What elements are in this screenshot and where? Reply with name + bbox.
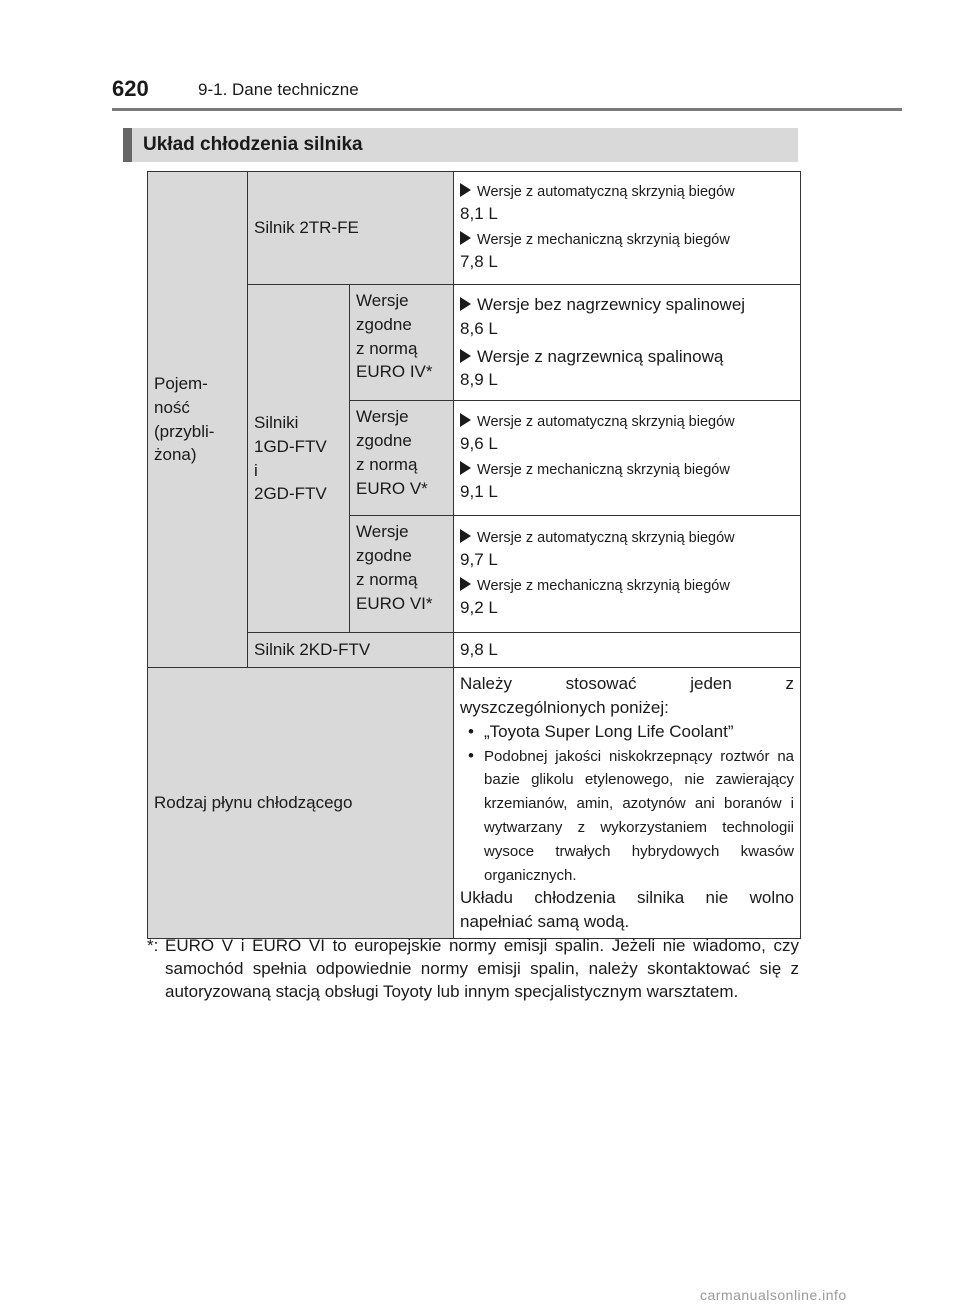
euro5-options <box>454 401 801 516</box>
header-rule <box>112 108 902 111</box>
coolant-type-label: Rodzaj płynu chłodzącego <box>148 668 454 939</box>
page-header <box>112 76 902 110</box>
euro6-options <box>454 516 801 633</box>
engine-2tr-label: Silnik 2TR-FE <box>248 172 454 285</box>
table-row <box>148 668 801 939</box>
arrow-right-icon <box>460 413 471 427</box>
option-value: 9,2 L <box>460 598 498 618</box>
page-number: 620 <box>112 76 149 101</box>
footnote-text: EURO V i EURO VI to europejskie normy emisji spalin. Jeżeli nie wiadomo, czy samochód spełnia odpowiednie normy emisji spalin, należy skontaktować się z autoryzowaną stacją obsługi Toyoty lub innym specjalistycznym warsztatem. <box>165 936 799 1001</box>
option-value: 9,7 L <box>460 550 498 570</box>
list-item <box>460 576 794 620</box>
engine-gd-label: Silniki 1GD-FTV i 2GD-FTV <box>248 285 350 633</box>
table-row <box>148 172 801 285</box>
coolant-intro: Należy stosować jeden z wyszczególnionych poniżej: <box>460 674 795 717</box>
option-label: Wersje z automatyczną skrzynią biegów <box>477 530 735 547</box>
euro4-options <box>454 285 801 401</box>
footnote-mark: *: <box>147 936 159 955</box>
option-label: Wersje z mechaniczną skrzynią biegów <box>477 462 730 479</box>
option-label: Wersje z nagrzewnicą spalinową <box>477 346 724 366</box>
euro6-label: Wersje zgodne z normą EURO VI* <box>350 516 454 633</box>
bullet-icon: • <box>468 721 474 741</box>
coolant-list <box>460 720 794 887</box>
arrow-right-icon <box>460 349 471 363</box>
arrow-right-icon <box>460 577 471 591</box>
coolant-item-text: „Toyota Super Long Life Coolant” <box>484 721 734 741</box>
option-value: 9,1 L <box>460 482 498 502</box>
option-value: 7,8 L <box>460 252 498 272</box>
section-title: 9-1. Dane techniczne <box>198 80 359 99</box>
option-label: Wersje z mechaniczną skrzynią biegów <box>477 232 730 248</box>
option-label: Wersje z automatyczną skrzynią biegów <box>477 414 735 431</box>
bullet-icon: • <box>468 745 474 765</box>
footnote <box>147 935 799 1004</box>
list-item <box>460 412 794 456</box>
option-label: Wersje bez nagrzewnicy spalinowej <box>477 295 746 314</box>
band-accent-bar <box>123 128 132 162</box>
engine-2tr-options <box>454 172 801 285</box>
list-item <box>460 230 794 274</box>
option-label: Wersje z mechaniczną skrzynią biegów <box>477 578 730 595</box>
list-item <box>460 744 794 887</box>
coolant-item-text: Podobnej jakości niskokrzepnący roztwór na bazie glikolu etylenowego, nie zawierający krzemianów, amin, azotynów ani boranów i wytwarzany z wykorzystaniem technologii wysoce trwałych hybrydowych kwasów organicznych. <box>484 747 795 884</box>
list-item <box>460 720 794 744</box>
option-value: 9,6 L <box>460 434 498 454</box>
list-item <box>460 182 794 226</box>
list-item <box>460 528 794 572</box>
coolant-spec-table <box>147 171 801 939</box>
list-item <box>460 460 794 504</box>
engine-2kd-label: Silnik 2KD-FTV <box>248 633 454 668</box>
list-item <box>460 293 794 341</box>
arrow-right-icon <box>460 529 471 543</box>
option-value: 8,9 L <box>460 370 498 390</box>
list-item <box>460 345 794 393</box>
engine-2kd-value: 9,8 L <box>454 633 801 668</box>
arrow-right-icon <box>460 461 471 475</box>
band-title: Układ chłodzenia silnika <box>143 134 363 155</box>
coolant-note: Układu chłodzenia silnika nie wolno napełniać samą wodą. <box>460 888 795 932</box>
euro4-label: Wersje zgodne z normą EURO IV* <box>350 285 454 401</box>
arrow-right-icon <box>460 231 471 245</box>
option-label: Wersje z automatyczną skrzynią biegów <box>477 183 735 200</box>
arrow-right-icon <box>460 183 471 197</box>
euro5-label: Wersje zgodne z normą EURO V* <box>350 401 454 516</box>
option-value: 8,6 L <box>460 318 498 338</box>
capacity-label: Pojem- ność (przybli- żona) <box>148 172 248 668</box>
watermark: carmanualsonline.info <box>700 1287 847 1303</box>
section-band <box>123 128 798 162</box>
arrow-right-icon <box>460 297 471 311</box>
option-value: 8,1 L <box>460 204 498 224</box>
coolant-type-description <box>454 668 801 939</box>
